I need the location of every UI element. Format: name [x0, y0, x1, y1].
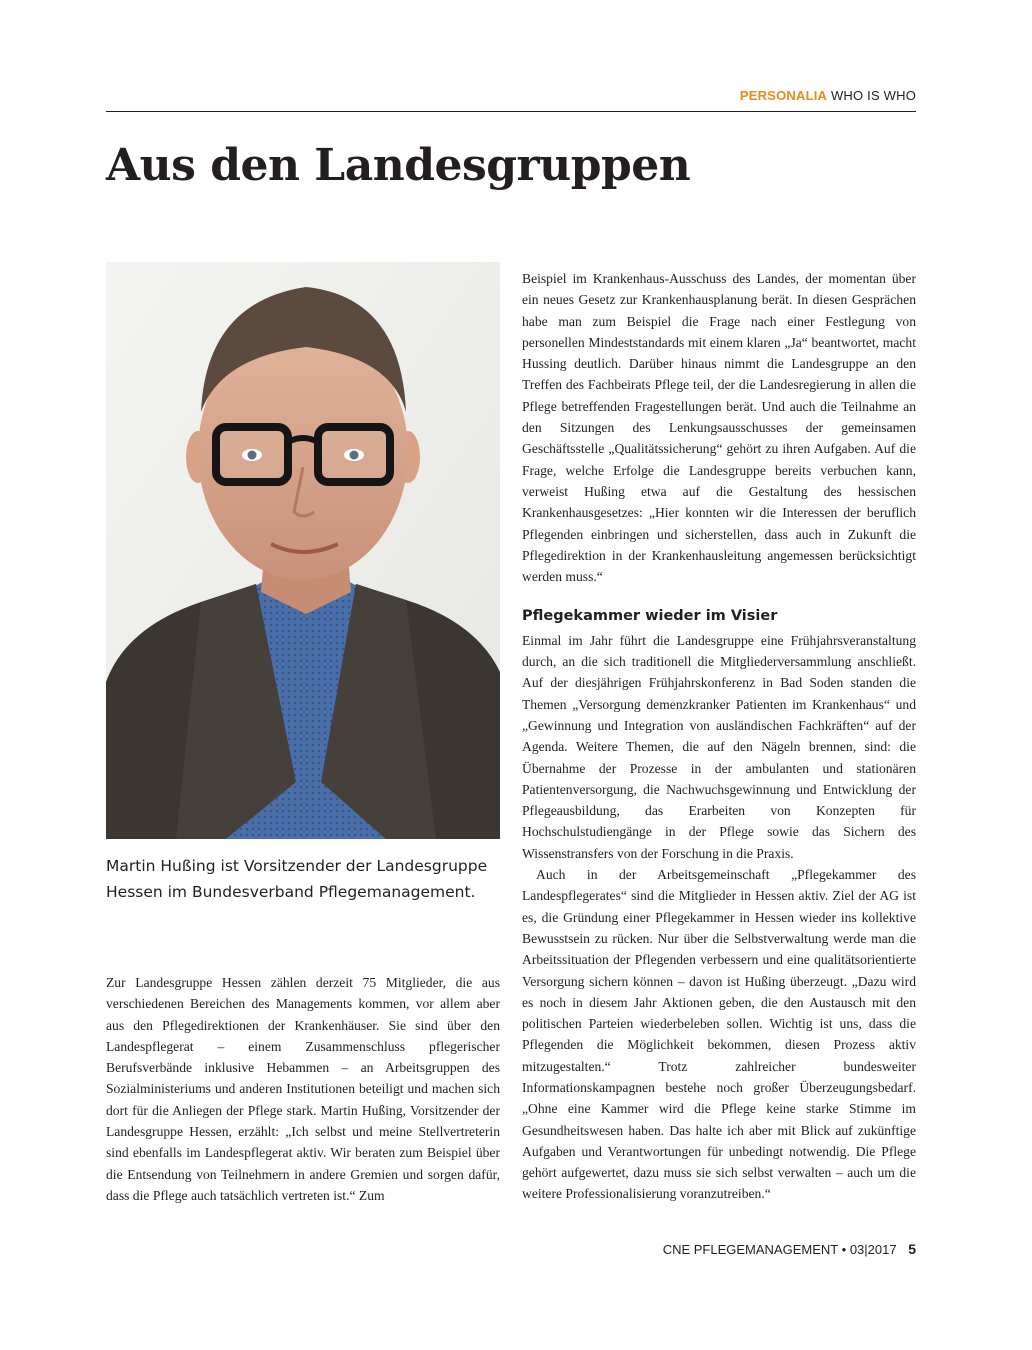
body-paragraph: Auch in der Arbeitsgemeinschaft „Pflegekammer des Landespflegerates“ sind die Mitglieder in Hessen aktiv. Ziel der AG ist es, die Gründung einer Pflegekammer in Hessen wieder ins kollektive Bewusstsein zu rücken. Nur über die Selbstverwaltung werde man die Arbeitssituation der Pflegenden verbessern und eine qualitätsorientierte Versorgung sichern können – davon ist Hußing überzeugt. „Dazu wird es noch in diesem Jahr Aktionen geben, die den Austausch mit den politischen Parteien wiederbeleben sollen. Wichtig ist uns, dass die Pflegenden die Möglichkeit bekommen, diesen Prozess aktiv mitzugestalten.“ Trotz zahlreicher bundesweiter Informationskampagnen bestehe noch großer Überzeugungsbedarf. „Ohne eine Kammer wird die Pflege keine starke Stimme im Gesundheitswesen haben. Das halte ich aber mit Blick auf zukünftige Aufgaben und Verantwortungen für unbedingt notwendig. Die Pflege gehört aufgewertet, dazu muss sie sich selbst verwalten – auch um die weitere Professionalisierung voranzutreiben.“: [522, 867, 916, 1202]
header-rule: [106, 111, 916, 112]
page-number: 5: [908, 1241, 916, 1257]
running-header: [106, 88, 916, 103]
portrait-photo: [106, 262, 500, 839]
footer-separator: •: [841, 1242, 847, 1257]
subsection-label: WHO IS WHO: [830, 88, 916, 103]
right-column: [522, 268, 916, 1205]
issue-number: 03|2017: [849, 1242, 897, 1257]
photo-caption: Martin Hußing ist Vorsitzender der Landesgruppe Hessen im Bundesverband Pflegemanagement.: [106, 857, 488, 901]
section-subheading: Pflegekammer wieder im Visier: [522, 608, 778, 625]
body-paragraph: Beispiel im Krankenhaus-Ausschuss des Landes, der momentan über ein neues Gesetz zur Krankenhausplanung berät. In diesen Gesprächen habe man zum Beispiel die Frage nach einer Festlegung von personellen Mindeststandards mit einem klaren „Ja“ beantwortet, macht Hussing deutlich. Darüber hinaus nimmt die Landesgruppe an den Treffen des Fachbeirats Pflege teil, der die Landesregierung in allen die Pflege betreffenden Fragestellungen berät. Und auch die Teilnahme an den Sitzungen des Lenkungsausschusses der gemeinsamen Geschäftsstelle „Qualitätssicherung“ gehört zu ihren Aufgaben. Auf die Frage, welche Erfolge die Landesgruppe bereits verbuchen kann, verweist Hußing etwa auf die Gestaltung des hessischen Krankenhausgesetzes: „Hier konnten wir die Interessen der beruflich Pflegenden einbringen und sicherstellen, dass auch in Zukunft die Pflegedirektion in der Krankenhausleitung angemessen berücksichtigt werden muss.“: [522, 271, 916, 585]
body-paragraph: Einmal im Jahr führt die Landesgruppe eine Frühjahrsveranstaltung durch, an die sich traditionell die Mitgliederversammlung anschließt. Auf der diesjährigen Frühjahrskonferenz in Bad Soden standen die Themen „Versorgung demenzkranker Patienten im Krankenhaus“ und „Gewinnung und Integration von ausländischen Fachkräften“ auf der Agenda. Weitere Themen, die auf den Nägeln brennen, sind: die Übernahme der Prozesse in der ambulanten und stationären Patientenversorgung, die Nachwuchsgewinnung und Entwicklung der Pflegeausbildung, das Erarbeiten von Konzepten für Hochschulstudiengänge in der Pflege sowie das Sichern des Wissenstransfers von der Forschung in die Praxis.: [522, 632, 916, 861]
publication-name: CNE PFLEGEMANAGEMENT: [662, 1242, 838, 1257]
left-column: [106, 972, 500, 1206]
section-label: PERSONALIA: [739, 88, 828, 103]
intro-paragraph: Zur Landesgruppe Hessen zählen derzeit 75 Mitglieder, die aus verschiedenen Bereichen des Managements kommen, vor allem aber aus den Pflegedirektionen der Krankenhäuser. Sie sind über den Landespflegerat – einem Zusammenschluss pflegerischer Berufsverbände inklusive Hebammen – an Arbeitsgruppen des Sozialministeriums und anderen Institutionen beteiligt und machen sich dort für die Anliegen der Pflege stark. Martin Hußing, Vorsitzender der Landesgruppe Hessen, erzählt: „Ich selbst und meine Stellvertreterin sind ebenfalls im Landespflegerat aktiv. Wir beraten zum Beispiel über die Entsendung von Teilnehmern in andere Gremien und sorgen dafür, dass die Pflege auch tatsächlich vertreten ist.“ Zum: [106, 975, 500, 1203]
page-title: Aus den Landesgruppen: [106, 140, 691, 191]
page-footer: [500, 1241, 916, 1257]
